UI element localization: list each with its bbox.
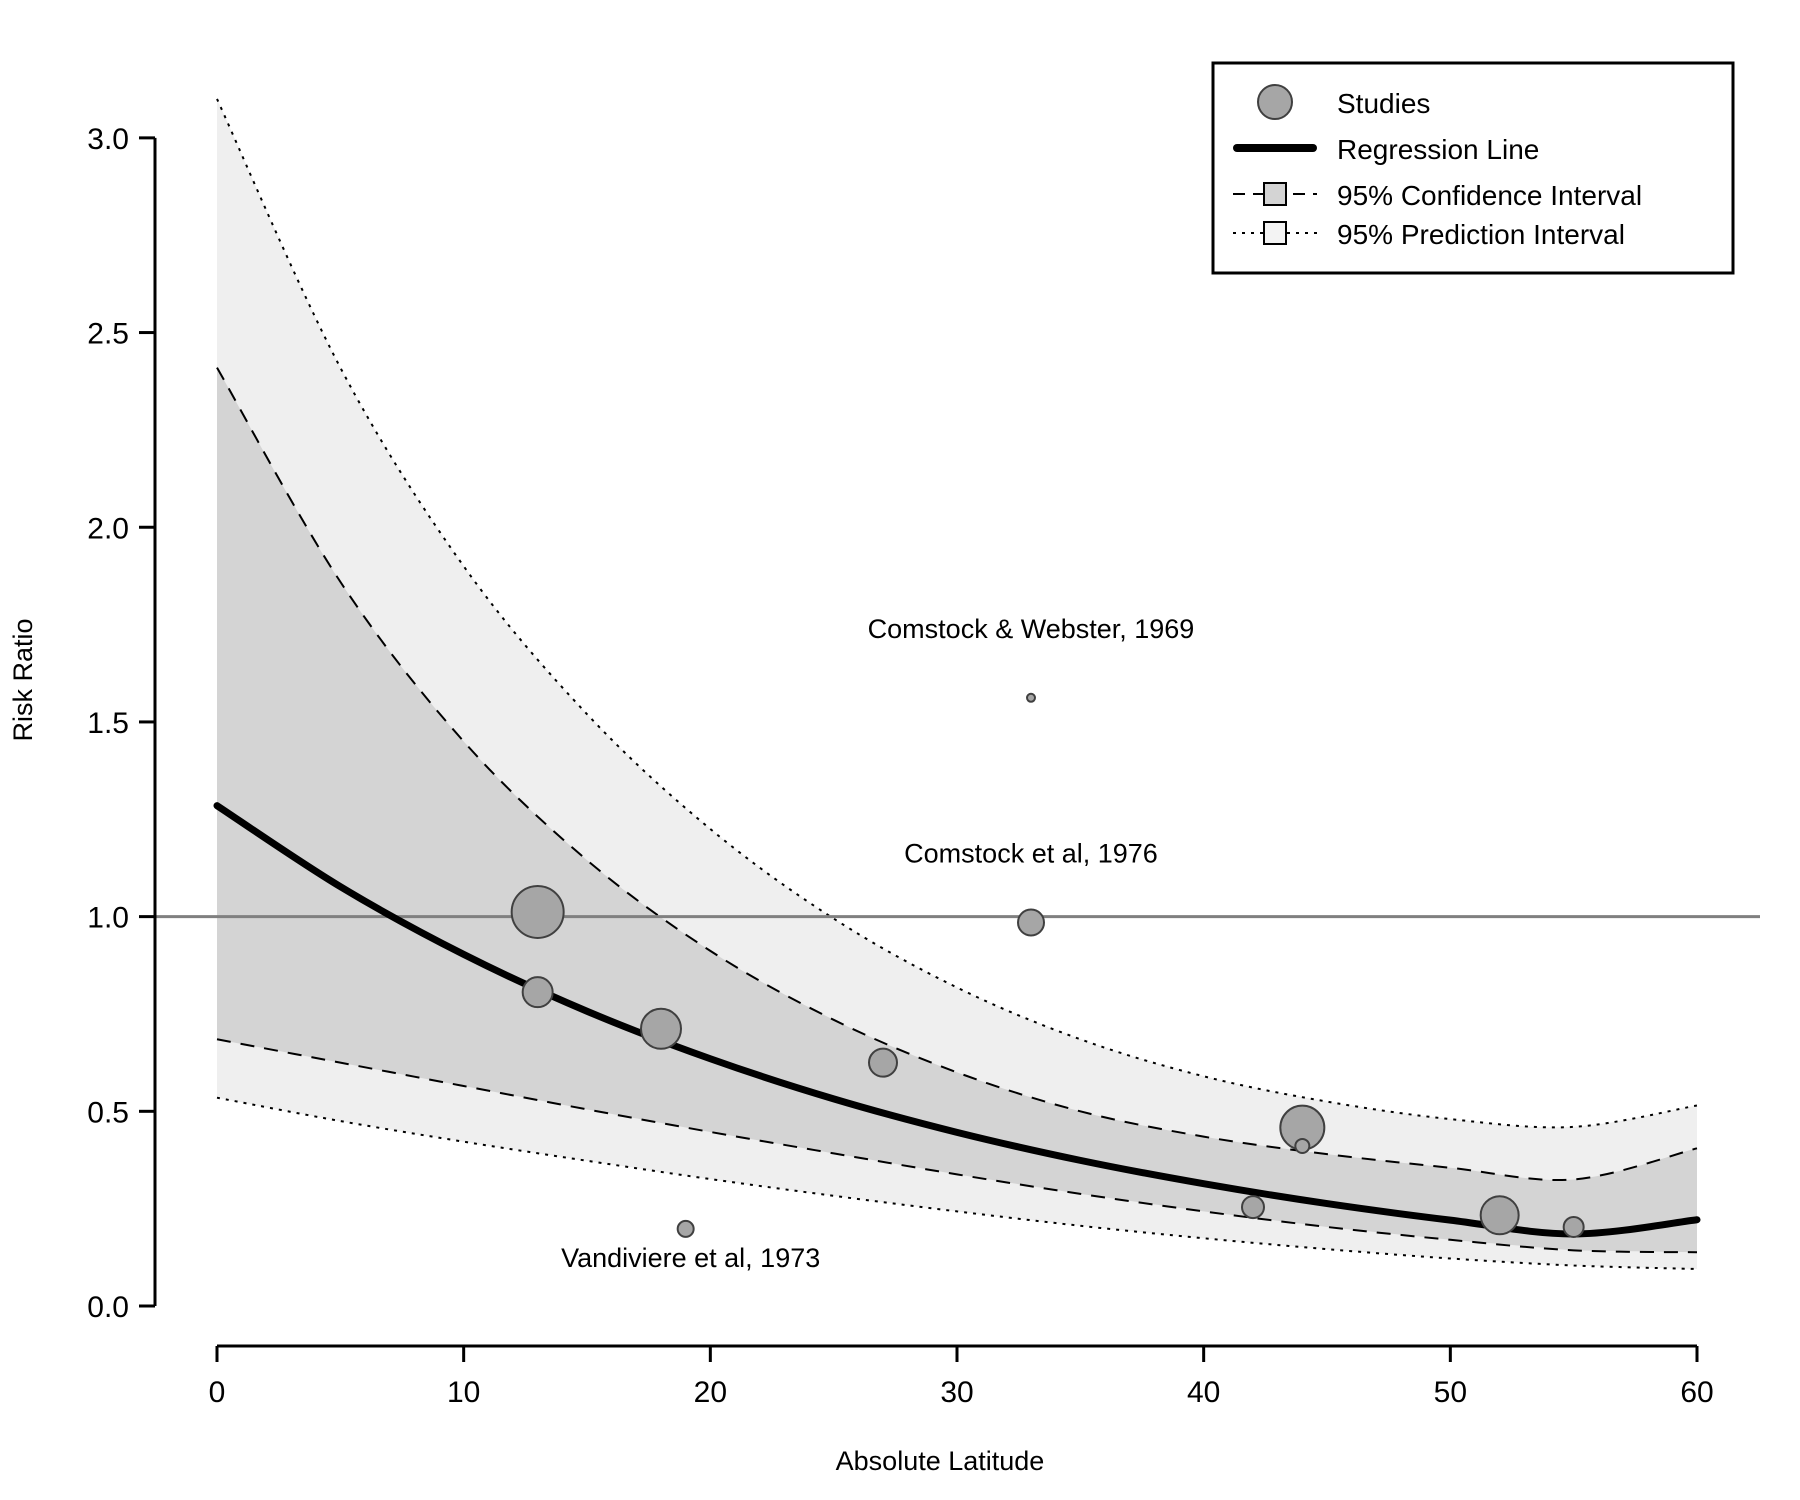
study-point[interactable] [869,1049,897,1077]
legend-marker-ci-swatch-icon [1264,183,1286,205]
study-annotation-label: Comstock & Webster, 1969 [867,613,1195,644]
study-point[interactable] [1481,1196,1519,1234]
study-point[interactable] [1027,694,1035,702]
x-tick-label: 50 [1433,1376,1468,1409]
x-tick-label: 60 [1680,1376,1714,1409]
y-tick-label: 1.5 [87,706,129,740]
study-annotation-label: Comstock et al, 1976 [904,838,1158,869]
study-point[interactable] [523,977,553,1007]
x-tick-label: 0 [208,1376,226,1409]
x-axis-title: Absolute Latitude [835,1446,1045,1476]
study-point[interactable] [1018,909,1044,935]
study-point[interactable] [641,1009,681,1049]
study-annotation-label: Vandiviere et al, 1973 [561,1242,821,1273]
study-point[interactable] [1295,1139,1309,1153]
y-tick-label: 0.0 [87,1291,129,1324]
study-point[interactable] [1564,1217,1584,1237]
legend-marker-pi-swatch-icon [1264,222,1286,244]
study-point[interactable] [512,886,564,938]
legend-entry-label: Regression Line [1337,134,1540,165]
study-point[interactable] [678,1221,694,1237]
study-point[interactable] [1242,1196,1264,1218]
chart-legend [1213,63,1733,273]
x-tick-label: 30 [940,1376,974,1409]
x-tick-label: 40 [1186,1376,1221,1409]
y-tick-label: 2.0 [87,512,129,546]
legend-entry-label: Studies [1337,88,1431,119]
legend-marker-studies-icon [1258,85,1292,119]
y-tick-label: 3.0 [87,122,129,156]
y-tick-label: 2.5 [87,317,129,351]
y-tick-label: 1.0 [87,901,129,935]
legend-entry-label: 95% Prediction Interval [1337,219,1625,250]
legend-entry-label: 95% Confidence Interval [1337,180,1643,211]
x-tick-label: 20 [693,1376,728,1409]
x-tick-label: 10 [446,1376,481,1409]
y-tick-label: 0.5 [87,1096,129,1130]
y-axis-title: Risk Ratio [8,618,38,742]
